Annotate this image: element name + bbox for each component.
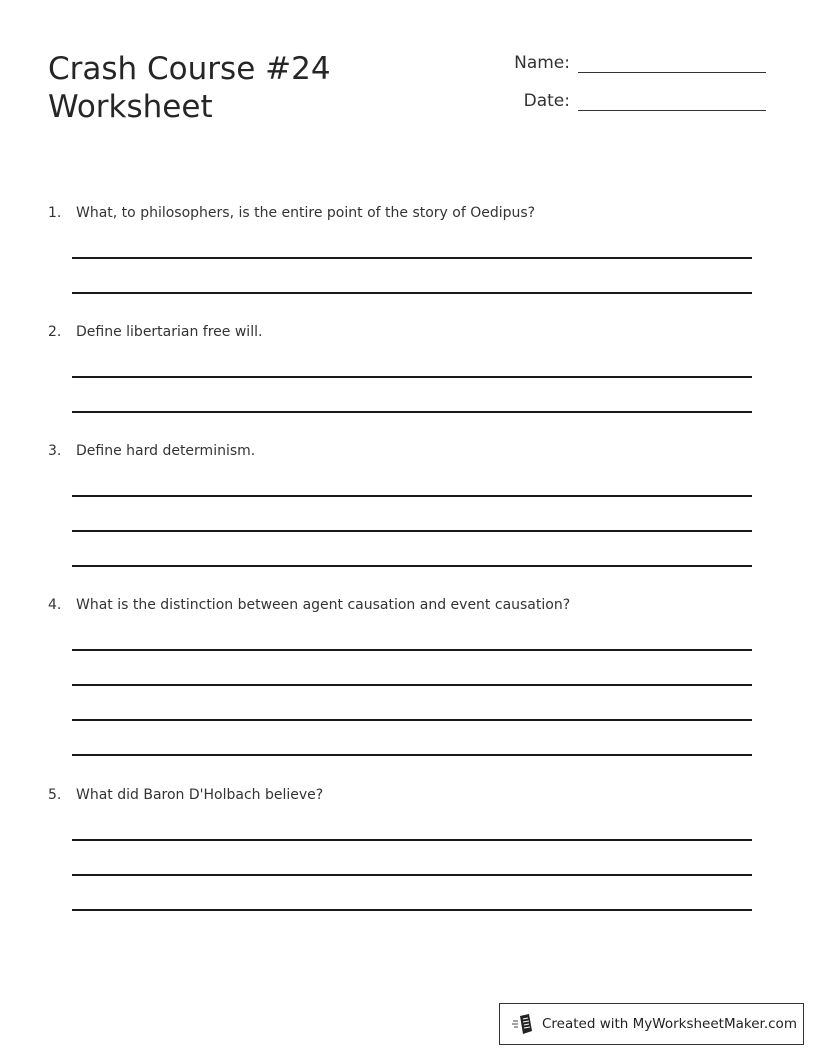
answer-line[interactable]: [72, 257, 752, 259]
answer-line[interactable]: [72, 411, 752, 413]
answer-line[interactable]: [72, 909, 752, 911]
question-1: [48, 205, 535, 221]
question-text: What is the distinction between agent causation and event causation?: [76, 597, 571, 613]
question-number: 3.: [48, 443, 62, 459]
page-title: [48, 50, 331, 126]
worksheet-logo-icon: [512, 1013, 534, 1035]
question-text: What did Baron D'Holbach believe?: [76, 787, 324, 803]
question-2: [48, 324, 262, 340]
question-3: [48, 443, 255, 459]
footer-credit[interactable]: [499, 1003, 804, 1045]
date-blank[interactable]: [578, 90, 766, 111]
answer-line[interactable]: [72, 874, 752, 876]
question-number: 1.: [48, 205, 62, 221]
date-field[interactable]: [500, 90, 766, 111]
question-text: Define hard determinism.: [76, 443, 256, 459]
footer-text: Created with MyWorksheetMaker.com: [542, 1016, 797, 1032]
question-number: 4.: [48, 597, 62, 613]
name-field[interactable]: [500, 52, 766, 73]
answer-line[interactable]: [72, 684, 752, 686]
name-label: Name:: [514, 53, 570, 73]
answer-line[interactable]: [72, 495, 752, 497]
answer-line[interactable]: [72, 839, 752, 841]
question-number: 2.: [48, 324, 62, 340]
date-label: Date:: [523, 91, 570, 111]
answer-line[interactable]: [72, 719, 752, 721]
question-5: [48, 787, 323, 803]
question-text: Define libertarian free will.: [76, 324, 263, 340]
answer-line[interactable]: [72, 376, 752, 378]
title-line-2: Worksheet: [48, 89, 213, 125]
answer-line[interactable]: [72, 530, 752, 532]
question-number: 5.: [48, 787, 62, 803]
title-line-1: Crash Course #24: [48, 51, 331, 87]
answer-line[interactable]: [72, 292, 752, 294]
question-4: [48, 597, 570, 613]
question-text: What, to philosophers, is the entire point of the story of Oedipus?: [76, 205, 536, 221]
answer-line[interactable]: [72, 754, 752, 756]
answer-line[interactable]: [72, 649, 752, 651]
name-blank[interactable]: [578, 52, 766, 73]
answer-line[interactable]: [72, 565, 752, 567]
